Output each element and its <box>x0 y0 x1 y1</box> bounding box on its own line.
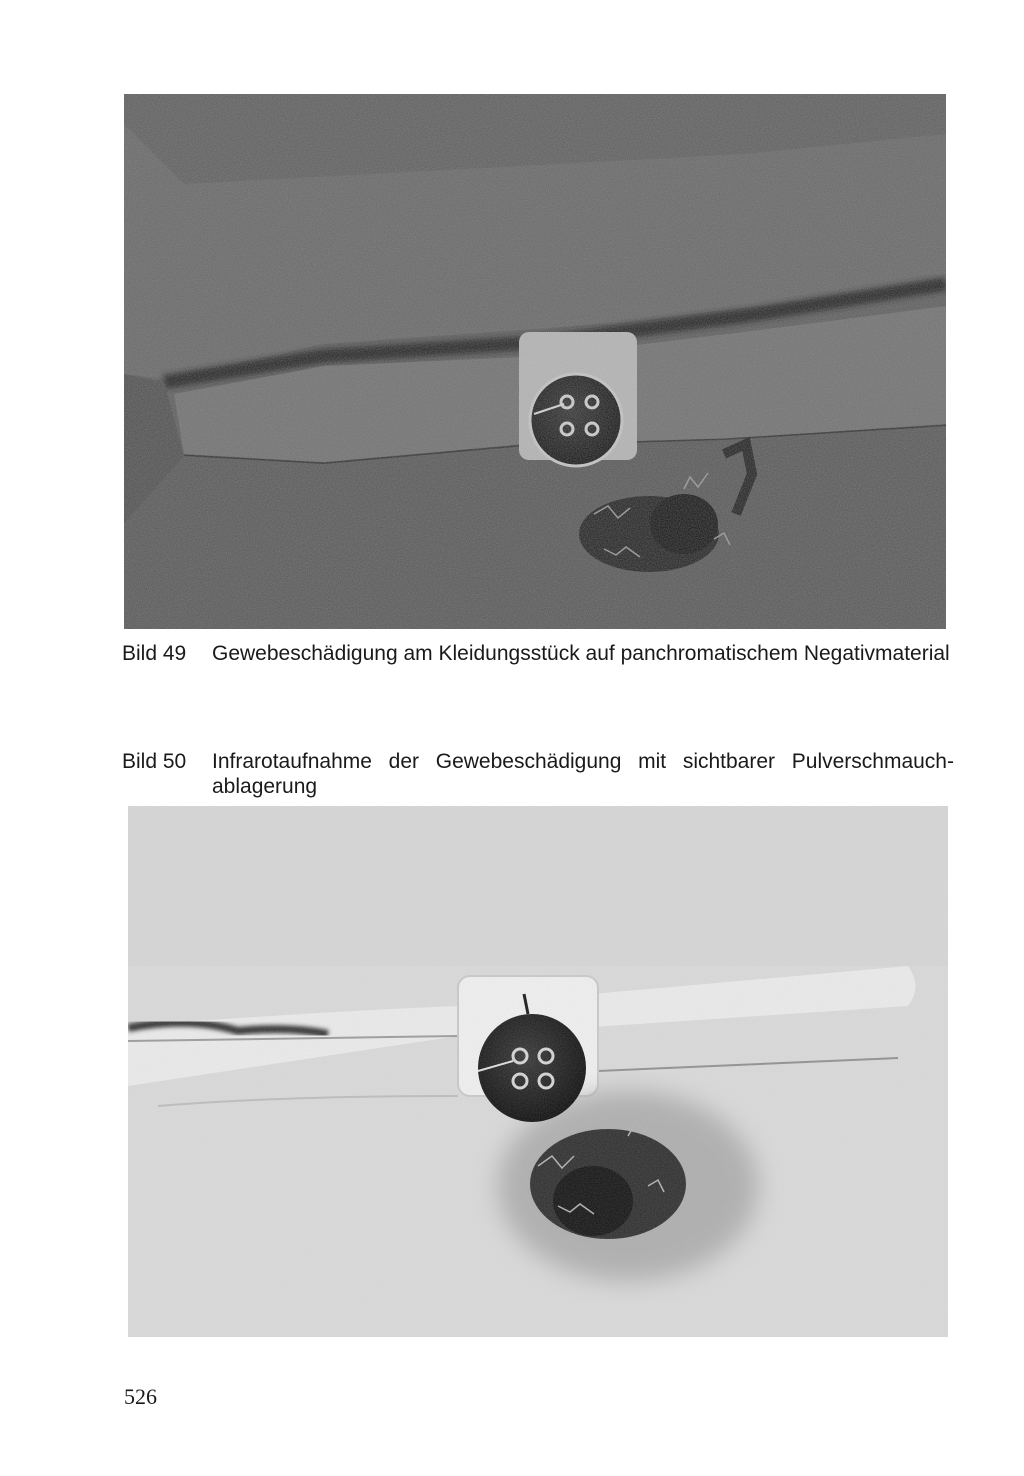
figure-50-photo <box>128 806 948 1337</box>
figure-49-number: Bild 49 <box>122 642 187 665</box>
figure-50-number: Bild 50 <box>122 750 187 773</box>
figure-49-caption <box>122 641 954 666</box>
figure-49-caption-text: Gewebeschädigung am Kleidungsstück auf panchromatischem Negativmaterial <box>212 642 950 665</box>
figure-50-caption-text: Infrarotaufnahme der Gewebeschädigung mit sichtbarer Pulverschmauchablagerung <box>212 750 954 798</box>
page-number: 526 <box>124 1384 157 1409</box>
figure-49-photo <box>124 94 946 629</box>
figure-50-caption <box>122 749 954 799</box>
